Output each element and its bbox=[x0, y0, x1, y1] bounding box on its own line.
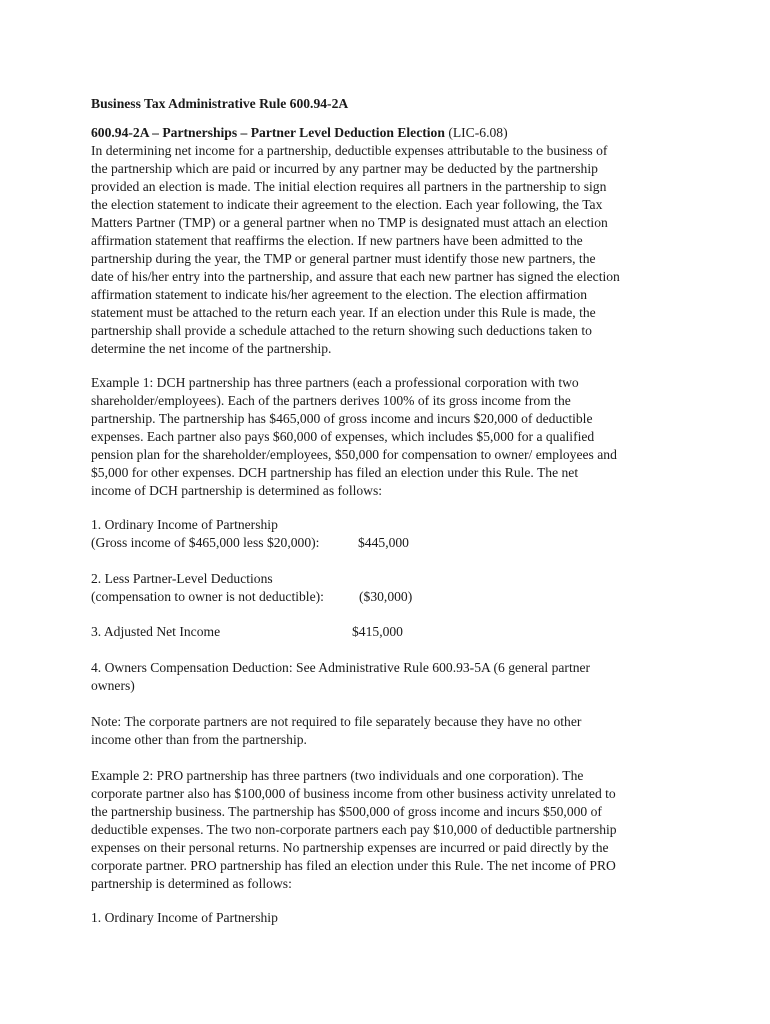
rule-line: statement must be attached to the return each year. If an election under this Rule is made, the bbox=[91, 305, 596, 320]
example1-item4-line: 4. Owners Compensation Deduction: See Administrative Rule 600.93-5A (6 general partner bbox=[91, 660, 591, 675]
example1-note bbox=[91, 713, 691, 749]
example1-line: $5,000 for other expenses. DCH partnership has filed an election under this Rule. The net bbox=[91, 465, 579, 480]
rule-line: affirmation statement to indicate his/her agreement to the election. The election affirmation bbox=[91, 287, 587, 302]
example1-item2-label: 2. Less Partner-Level Deductions bbox=[91, 571, 273, 586]
example2-line: partnership is determined as follows: bbox=[91, 876, 292, 891]
rule-line: partnership shall provide a schedule attached to the return showing such deductions taken to bbox=[91, 323, 592, 338]
example2-line: deductible expenses. The two non-corporate partners each pay $10,000 of deductible partnership bbox=[91, 822, 617, 837]
example1-note-line: income other than from the partnership. bbox=[91, 732, 307, 747]
example1-item2-detail: (compensation to owner is not deductible): bbox=[91, 589, 324, 604]
example1-item3-amount: $415,000 bbox=[352, 624, 403, 639]
example1-line: expenses. Each partner also pays $60,000 of expenses, which includes $5,000 for a qualified bbox=[91, 429, 595, 444]
example1-item1-detail: (Gross income of $465,000 less $20,000): bbox=[91, 535, 320, 550]
example2-line: expenses on their personal returns. No partnership expenses are incurred or paid directly by the bbox=[91, 840, 609, 855]
example1-note-line: Note: The corporate partners are not required to file separately because they have no other bbox=[91, 714, 582, 729]
rule-line: In determining net income for a partnership, deductible expenses attributable to the business of bbox=[91, 143, 608, 158]
rule-line: Matters Partner (TMP) or a general partner when no TMP is designated must attach an election bbox=[91, 215, 608, 230]
rule-section bbox=[91, 124, 691, 358]
example1-line: income of DCH partnership is determined as follows: bbox=[91, 483, 383, 498]
rule-line: affirmation statement that reaffirms the election. If new partners have been admitted to the bbox=[91, 233, 583, 248]
example2-item1-label: 1. Ordinary Income of Partnership bbox=[91, 910, 278, 925]
example1-item4-line: owners) bbox=[91, 678, 135, 693]
rule-heading: 600.94-2A – Partnerships – Partner Level Deduction Election bbox=[91, 125, 445, 140]
document-title: Business Tax Administrative Rule 600.94-2A bbox=[91, 96, 349, 111]
example1-line: Example 1: DCH partnership has three partners (each a professional corporation with two bbox=[91, 375, 579, 390]
example2-line: corporate partner also has $100,000 of business income from other business activity unrelated to bbox=[91, 786, 616, 801]
example2-line: the partnership business. The partnership has $500,000 of gross income and incurs $50,000 of bbox=[91, 804, 602, 819]
example1-item1-label: 1. Ordinary Income of Partnership bbox=[91, 517, 278, 532]
example1-item4 bbox=[91, 659, 691, 695]
rule-line: determine the net income of the partnership. bbox=[91, 341, 332, 356]
example1-item2-amount: ($30,000) bbox=[359, 589, 413, 604]
example2-paragraph bbox=[91, 767, 691, 893]
rule-heading-line bbox=[91, 124, 691, 142]
rule-line: provided an election is made. The initial election requires all partners in the partnership to sign bbox=[91, 179, 607, 194]
example1-line: shareholder/employees). Each of the partners derives 100% of its gross income from the bbox=[91, 393, 571, 408]
example1-line: partnership. The partnership has $465,000 of gross income and incurs $20,000 of deductible bbox=[91, 411, 593, 426]
example1-paragraph bbox=[91, 374, 691, 500]
rule-line: the election statement to indicate their agreement to the election. Each year following, the Tax bbox=[91, 197, 603, 212]
rule-line: the partnership which are paid or incurred by any partner may be deducted by the partnership bbox=[91, 161, 598, 176]
rule-line: date of his/her entry into the partnership, and assure that each new partner has signed the election bbox=[91, 269, 620, 284]
rule-line: partnership during the year, the TMP or general partner must identify those new partners, the bbox=[91, 251, 596, 266]
example2-line: Example 2: PRO partnership has three partners (two individuals and one corporation). The bbox=[91, 768, 584, 783]
example1-item1-amount: $445,000 bbox=[358, 535, 409, 550]
example1-item3-label: 3. Adjusted Net Income bbox=[91, 624, 221, 639]
example2-line: corporate partner. PRO partnership has filed an election under this Rule. The net income of PRO bbox=[91, 858, 616, 873]
rule-heading-ref: (LIC-6.08) bbox=[448, 125, 508, 140]
example1-line: pension plan for the shareholder/employees, $50,000 for compensation to owner/ employees and bbox=[91, 447, 617, 462]
